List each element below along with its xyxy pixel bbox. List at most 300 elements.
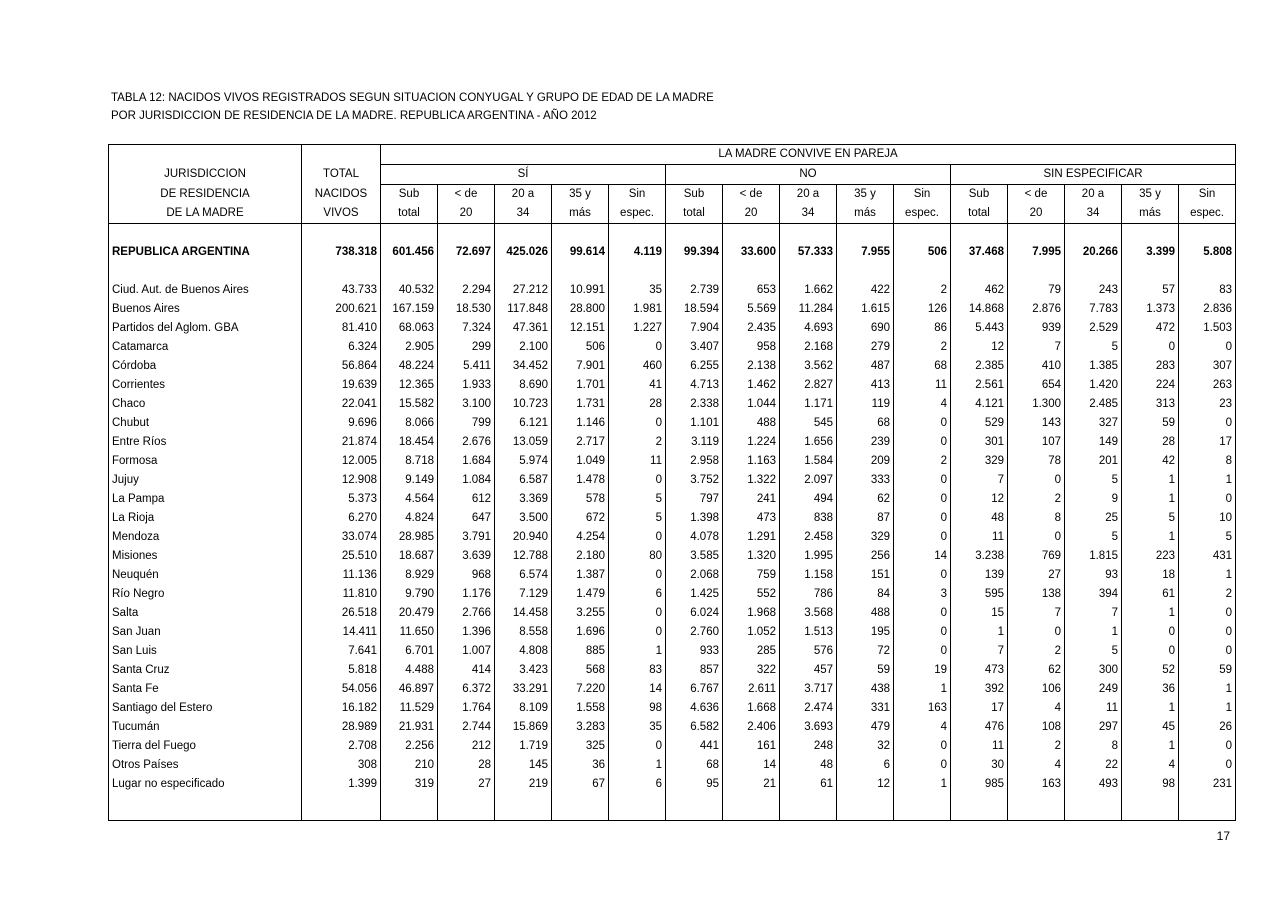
- value-cell: 195: [837, 623, 894, 642]
- value-cell: 248: [780, 737, 837, 756]
- value-cell: 1.719: [495, 737, 552, 756]
- value-cell: 243: [1065, 281, 1122, 300]
- value-cell: 1: [894, 775, 951, 794]
- subheader-top-cell: Sub: [666, 185, 723, 205]
- value-cell: 6.024: [666, 604, 723, 623]
- table-title-line-2: POR JURISDICCION DE RESIDENCIA DE LA MADRE. REPUBLICA ARGENTINA - AÑO 2012: [111, 110, 597, 122]
- subheader-bottom-cell: espec.: [609, 204, 666, 224]
- value-cell: 2: [894, 338, 951, 357]
- value-cell: 3.717: [780, 680, 837, 699]
- value-cell: 5: [1065, 338, 1122, 357]
- value-cell: 11.136: [302, 566, 381, 585]
- value-cell: 6: [609, 585, 666, 604]
- value-cell: 117.848: [495, 300, 552, 319]
- subheader-bottom-cell: 20: [1008, 204, 1065, 224]
- value-cell: 3.255: [552, 604, 609, 623]
- value-cell: 72: [837, 642, 894, 661]
- value-cell: 7: [1008, 338, 1065, 357]
- value-cell: 59: [837, 661, 894, 680]
- value-cell: 654: [1008, 376, 1065, 395]
- value-cell: 7.324: [438, 319, 495, 338]
- value-cell: 5.569: [723, 300, 780, 319]
- value-cell: 0: [609, 566, 666, 585]
- value-cell: 1.684: [438, 452, 495, 471]
- value-cell: 0: [1179, 604, 1236, 623]
- value-cell: 7.995: [1008, 243, 1065, 262]
- value-cell: 12: [951, 490, 1008, 509]
- jurisdiction-name: La Rioja: [109, 509, 302, 528]
- jurisdiction-name: Salta: [109, 604, 302, 623]
- value-cell: 7.129: [495, 585, 552, 604]
- value-cell: 11: [951, 737, 1008, 756]
- jurisdiction-name: Catamarca: [109, 338, 302, 357]
- value-cell: 738.318: [302, 243, 381, 262]
- value-cell: 799: [438, 414, 495, 433]
- value-cell: 79: [1008, 281, 1065, 300]
- value-cell: 5: [1179, 528, 1236, 547]
- jurisdiction-name: La Pampa: [109, 490, 302, 509]
- value-cell: 2.836: [1179, 300, 1236, 319]
- table-row: [109, 509, 1236, 528]
- jurisdiction-name: Santa Fe: [109, 680, 302, 699]
- value-cell: 488: [723, 414, 780, 433]
- value-cell: 313: [1122, 395, 1179, 414]
- value-cell: 27: [1008, 566, 1065, 585]
- value-cell: 329: [837, 528, 894, 547]
- value-cell: 6: [609, 775, 666, 794]
- value-cell: 1.224: [723, 433, 780, 452]
- value-cell: 1: [609, 756, 666, 775]
- value-cell: 6.270: [302, 509, 381, 528]
- value-cell: 72.697: [438, 243, 495, 262]
- value-cell: 12.151: [552, 319, 609, 338]
- value-cell: 4.713: [666, 376, 723, 395]
- value-cell: 35: [609, 718, 666, 737]
- value-cell: 1.227: [609, 319, 666, 338]
- value-cell: 5.373: [302, 490, 381, 509]
- value-cell: 3.369: [495, 490, 552, 509]
- value-cell: 462: [951, 281, 1008, 300]
- value-cell: 5: [1065, 528, 1122, 547]
- spacer-cell: [495, 794, 552, 821]
- value-cell: 28.989: [302, 718, 381, 737]
- value-cell: 300: [1065, 661, 1122, 680]
- value-cell: 33.291: [495, 680, 552, 699]
- value-cell: 1.300: [1008, 395, 1065, 414]
- value-cell: 223: [1122, 547, 1179, 566]
- value-cell: 3: [894, 585, 951, 604]
- value-cell: 4.488: [381, 661, 438, 680]
- value-cell: 52: [1122, 661, 1179, 680]
- spacer-cell: [1008, 262, 1065, 281]
- spacer-cell: [1122, 794, 1179, 821]
- value-cell: 1: [1179, 471, 1236, 490]
- value-cell: 256: [837, 547, 894, 566]
- value-cell: 8: [1065, 737, 1122, 756]
- value-cell: 422: [837, 281, 894, 300]
- value-cell: 4: [1122, 756, 1179, 775]
- value-cell: 1: [1122, 528, 1179, 547]
- subheader-bottom-cell: 34: [495, 204, 552, 224]
- spacer-cell: [302, 794, 381, 821]
- value-cell: 1: [609, 642, 666, 661]
- spacer-cell: [837, 224, 894, 244]
- value-cell: 4.636: [666, 699, 723, 718]
- value-cell: 138: [1008, 585, 1065, 604]
- value-cell: 210: [381, 756, 438, 775]
- value-cell: 4: [894, 718, 951, 737]
- value-cell: 11: [894, 376, 951, 395]
- value-cell: 7.641: [302, 642, 381, 661]
- jurisdiction-name: Jujuy: [109, 471, 302, 490]
- value-cell: 425.026: [495, 243, 552, 262]
- value-cell: 3.639: [438, 547, 495, 566]
- value-cell: 3.423: [495, 661, 552, 680]
- value-cell: 545: [780, 414, 837, 433]
- value-cell: 0: [609, 471, 666, 490]
- value-cell: 2.406: [723, 718, 780, 737]
- value-cell: 61: [1122, 585, 1179, 604]
- value-cell: 0: [1008, 528, 1065, 547]
- value-cell: 12.365: [381, 376, 438, 395]
- value-cell: 67: [552, 775, 609, 794]
- value-cell: 0: [894, 756, 951, 775]
- spacer-cell: [609, 794, 666, 821]
- value-cell: 95: [666, 775, 723, 794]
- value-cell: 1: [1122, 471, 1179, 490]
- value-cell: 2.760: [666, 623, 723, 642]
- spacer-cell: [1065, 794, 1122, 821]
- value-cell: 2.100: [495, 338, 552, 357]
- value-cell: 8.690: [495, 376, 552, 395]
- value-cell: 7: [1008, 604, 1065, 623]
- subheader-bottom-cell: más: [552, 204, 609, 224]
- subheader-top-cell: 35 y: [1122, 185, 1179, 205]
- value-cell: 18.454: [381, 433, 438, 452]
- table-row: [109, 338, 1236, 357]
- value-cell: 57: [1122, 281, 1179, 300]
- value-cell: 647: [438, 509, 495, 528]
- value-cell: 2: [1008, 737, 1065, 756]
- value-cell: 27.212: [495, 281, 552, 300]
- value-cell: 1.701: [552, 376, 609, 395]
- value-cell: 163: [894, 699, 951, 718]
- value-cell: 17: [1179, 433, 1236, 452]
- value-cell: 2.138: [723, 357, 780, 376]
- value-cell: 1: [1179, 566, 1236, 585]
- value-cell: 0: [1122, 623, 1179, 642]
- value-cell: 1.007: [438, 642, 495, 661]
- value-cell: 241: [723, 490, 780, 509]
- value-cell: 7.955: [837, 243, 894, 262]
- value-cell: 68.063: [381, 319, 438, 338]
- value-cell: 333: [837, 471, 894, 490]
- value-cell: 1.933: [438, 376, 495, 395]
- jurisdiction-name: Otros Países: [109, 756, 302, 775]
- subheader-bottom-cell: más: [837, 204, 894, 224]
- spacer-cell: [609, 224, 666, 244]
- jurisdiction-name: Corrientes: [109, 376, 302, 395]
- spacer-cell: [302, 224, 381, 244]
- value-cell: 200.621: [302, 300, 381, 319]
- value-cell: 0: [894, 490, 951, 509]
- spacer-cell: [723, 262, 780, 281]
- value-cell: 6.121: [495, 414, 552, 433]
- value-cell: 108: [1008, 718, 1065, 737]
- spacer-cell: [666, 794, 723, 821]
- value-cell: 595: [951, 585, 1008, 604]
- table-row: [109, 490, 1236, 509]
- value-cell: 54.056: [302, 680, 381, 699]
- spacer-cell: [894, 794, 951, 821]
- value-cell: 0: [894, 642, 951, 661]
- subheader-top-cell: 20 a: [1065, 185, 1122, 205]
- value-cell: 319: [381, 775, 438, 794]
- value-cell: 506: [552, 338, 609, 357]
- value-cell: 6.582: [666, 718, 723, 737]
- table-body: [109, 224, 1236, 821]
- value-cell: 857: [666, 661, 723, 680]
- value-cell: 2.561: [951, 376, 1008, 395]
- value-cell: 161: [723, 737, 780, 756]
- value-cell: 529: [951, 414, 1008, 433]
- jurisdiction-name: Córdoba: [109, 357, 302, 376]
- value-cell: 2.739: [666, 281, 723, 300]
- value-cell: 1.995: [780, 547, 837, 566]
- header-jurisdiccion-1: JURISDICCION: [109, 165, 302, 185]
- value-cell: 4.078: [666, 528, 723, 547]
- spacer-cell: [609, 262, 666, 281]
- value-cell: 22: [1065, 756, 1122, 775]
- header-group-sin-especificar: SIN ESPECIFICAR: [951, 165, 1236, 185]
- value-cell: 1.503: [1179, 319, 1236, 338]
- value-cell: 25: [1065, 509, 1122, 528]
- value-cell: 98: [1122, 775, 1179, 794]
- value-cell: 1.981: [609, 300, 666, 319]
- spacer-cell: [894, 224, 951, 244]
- table-row: [109, 452, 1236, 471]
- value-cell: 6.574: [495, 566, 552, 585]
- spacer-cell: [438, 224, 495, 244]
- value-cell: 279: [837, 338, 894, 357]
- spacer-cell: [894, 262, 951, 281]
- value-cell: 26.518: [302, 604, 381, 623]
- subheader-bottom-cell: 20: [438, 204, 495, 224]
- value-cell: 21: [723, 775, 780, 794]
- value-cell: 20.479: [381, 604, 438, 623]
- jurisdiction-name: San Luis: [109, 642, 302, 661]
- jurisdiction-name: Chubut: [109, 414, 302, 433]
- value-cell: 163: [1008, 775, 1065, 794]
- spacer-cell: [438, 262, 495, 281]
- value-cell: 1.398: [666, 509, 723, 528]
- value-cell: 99.394: [666, 243, 723, 262]
- value-cell: 11: [609, 452, 666, 471]
- value-cell: 885: [552, 642, 609, 661]
- subheader-top-cell: < de: [723, 185, 780, 205]
- value-cell: 1.052: [723, 623, 780, 642]
- value-cell: 0: [1179, 414, 1236, 433]
- national-total-row: [109, 243, 1236, 262]
- value-cell: 759: [723, 566, 780, 585]
- value-cell: 1.291: [723, 528, 780, 547]
- value-cell: 939: [1008, 319, 1065, 338]
- value-cell: 12.908: [302, 471, 381, 490]
- value-cell: 2: [1008, 490, 1065, 509]
- jurisdiction-name: Chaco: [109, 395, 302, 414]
- value-cell: 3.791: [438, 528, 495, 547]
- value-cell: 56.864: [302, 357, 381, 376]
- value-cell: 26: [1179, 718, 1236, 737]
- spacer-cell: [1065, 224, 1122, 244]
- value-cell: 968: [438, 566, 495, 585]
- value-cell: 83: [609, 661, 666, 680]
- value-cell: 20.266: [1065, 243, 1122, 262]
- value-cell: 2.905: [381, 338, 438, 357]
- header-convive: LA MADRE CONVIVE EN PAREJA: [381, 145, 1236, 165]
- value-cell: 1.084: [438, 471, 495, 490]
- value-cell: 438: [837, 680, 894, 699]
- table-title-line-1: TABLA 12: NACIDOS VIVOS REGISTRADOS SEGUN SITUACION CONYUGAL Y GRUPO DE EDAD DE LA MADRE: [111, 92, 714, 104]
- value-cell: 672: [552, 509, 609, 528]
- value-cell: 0: [1008, 623, 1065, 642]
- subheader-bottom-cell: total: [666, 204, 723, 224]
- value-cell: 2: [1179, 585, 1236, 604]
- value-cell: 4.121: [951, 395, 1008, 414]
- value-cell: 1.049: [552, 452, 609, 471]
- spacer-cell: [951, 224, 1008, 244]
- value-cell: 487: [837, 357, 894, 376]
- value-cell: 2.708: [302, 737, 381, 756]
- jurisdiction-name: Neuquén: [109, 566, 302, 585]
- value-cell: 329: [951, 452, 1008, 471]
- value-cell: 3.283: [552, 718, 609, 737]
- header-jurisdiccion-3: DE LA MADRE: [109, 204, 302, 224]
- value-cell: 1: [1179, 680, 1236, 699]
- value-cell: 301: [951, 433, 1008, 452]
- value-cell: 1.171: [780, 395, 837, 414]
- value-cell: 36: [1122, 680, 1179, 699]
- value-cell: 472: [1122, 319, 1179, 338]
- value-cell: 11: [1065, 699, 1122, 718]
- value-cell: 1: [1122, 699, 1179, 718]
- value-cell: 59: [1122, 414, 1179, 433]
- value-cell: 7.783: [1065, 300, 1122, 319]
- value-cell: 958: [723, 338, 780, 357]
- jurisdiction-name: Partidos del Aglom. GBA: [109, 319, 302, 338]
- value-cell: 7.904: [666, 319, 723, 338]
- value-cell: 40.532: [381, 281, 438, 300]
- jurisdiction-name: Lugar no especificado: [109, 775, 302, 794]
- page-number: 17: [1216, 829, 1230, 843]
- value-cell: 98: [609, 699, 666, 718]
- value-cell: 8.929: [381, 566, 438, 585]
- value-cell: 0: [894, 528, 951, 547]
- table-row: [109, 566, 1236, 585]
- header-total-1: TOTAL: [302, 165, 381, 185]
- value-cell: 0: [1122, 338, 1179, 357]
- value-cell: 5: [1122, 509, 1179, 528]
- value-cell: 2.256: [381, 737, 438, 756]
- value-cell: 41: [609, 376, 666, 395]
- value-cell: 5.443: [951, 319, 1008, 338]
- value-cell: 601.456: [381, 243, 438, 262]
- value-cell: 34.452: [495, 357, 552, 376]
- spacer-cell: [723, 794, 780, 821]
- value-cell: 3.238: [951, 547, 1008, 566]
- value-cell: 2.458: [780, 528, 837, 547]
- spacer-cell: [495, 224, 552, 244]
- value-cell: 985: [951, 775, 1008, 794]
- value-cell: 30: [951, 756, 1008, 775]
- value-cell: 1.399: [302, 775, 381, 794]
- value-cell: 1.044: [723, 395, 780, 414]
- value-cell: 28: [609, 395, 666, 414]
- spacer-cell: [381, 262, 438, 281]
- spacer-cell: [780, 262, 837, 281]
- spacer-cell: [109, 262, 302, 281]
- table-row: [109, 604, 1236, 623]
- value-cell: 42: [1122, 452, 1179, 471]
- value-cell: 0: [609, 604, 666, 623]
- value-cell: 11.650: [381, 623, 438, 642]
- value-cell: 0: [1008, 471, 1065, 490]
- value-cell: 394: [1065, 585, 1122, 604]
- jurisdiction-name: Buenos Aires: [109, 300, 302, 319]
- table-row: [109, 699, 1236, 718]
- value-cell: 476: [951, 718, 1008, 737]
- value-cell: 57.333: [780, 243, 837, 262]
- jurisdiction-name: Santa Cruz: [109, 661, 302, 680]
- value-cell: 2.097: [780, 471, 837, 490]
- value-cell: 18: [1122, 566, 1179, 585]
- value-cell: 2: [894, 281, 951, 300]
- value-cell: 1.479: [552, 585, 609, 604]
- spacer-cell: [381, 794, 438, 821]
- value-cell: 1.396: [438, 623, 495, 642]
- spacer-cell: [951, 262, 1008, 281]
- value-cell: 1.322: [723, 471, 780, 490]
- value-cell: 0: [894, 414, 951, 433]
- value-cell: 12: [951, 338, 1008, 357]
- spacer-cell: [723, 224, 780, 244]
- value-cell: 5.974: [495, 452, 552, 471]
- spacer-cell: [381, 224, 438, 244]
- value-cell: 11.284: [780, 300, 837, 319]
- subheader-top-cell: 35 y: [837, 185, 894, 205]
- value-cell: 568: [552, 661, 609, 680]
- header-jurisdiccion-2: DE RESIDENCIA: [109, 185, 302, 205]
- value-cell: 1.320: [723, 547, 780, 566]
- value-cell: 297: [1065, 718, 1122, 737]
- value-cell: 2.766: [438, 604, 495, 623]
- value-cell: 87: [837, 509, 894, 528]
- value-cell: 5: [609, 509, 666, 528]
- value-cell: 149: [1065, 433, 1122, 452]
- value-cell: 27: [438, 775, 495, 794]
- value-cell: 299: [438, 338, 495, 357]
- value-cell: 86: [894, 319, 951, 338]
- value-cell: 9: [1065, 490, 1122, 509]
- value-cell: 239: [837, 433, 894, 452]
- jurisdiction-name: Santiago del Estero: [109, 699, 302, 718]
- jurisdiction-name: Tierra del Fuego: [109, 737, 302, 756]
- table-row: [109, 642, 1236, 661]
- value-cell: 11.529: [381, 699, 438, 718]
- value-cell: 285: [723, 642, 780, 661]
- spacer-cell: [302, 262, 381, 281]
- table-row: [109, 376, 1236, 395]
